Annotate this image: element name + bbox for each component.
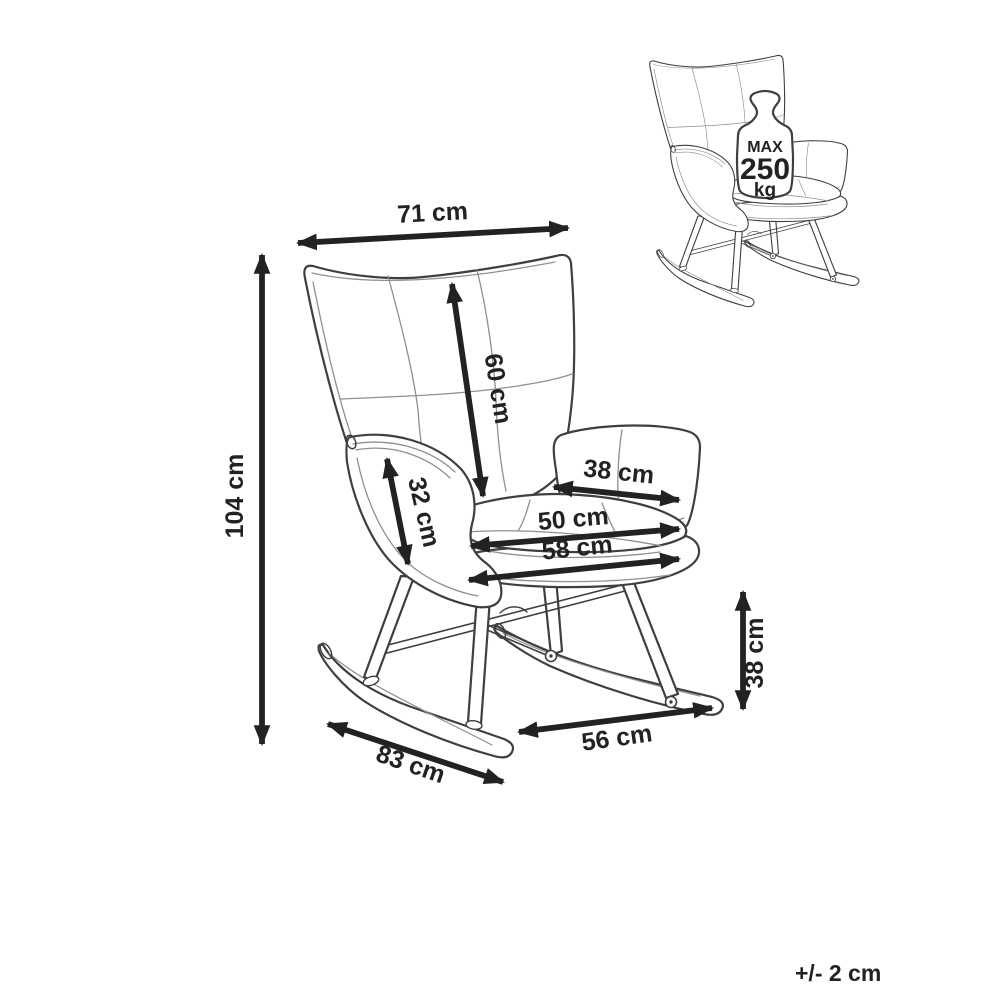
dim-rocker-length-label: 83 cm — [372, 739, 449, 790]
dim-seat-width-label: 50 cm — [536, 501, 610, 537]
max-load-line3: kg — [753, 180, 777, 201]
main-chair-drawing — [304, 255, 723, 757]
dim-backrest-height-label: 60 cm — [478, 351, 518, 426]
max-load-line1: MAX — [747, 139, 783, 156]
dim-rocker-front-span-label: 56 cm — [579, 719, 654, 757]
dim-side-panel-height-label: 32 cm — [402, 474, 446, 550]
dim-overall-width-arrow — [298, 228, 568, 243]
dim-overall-width-label: 71 cm — [396, 197, 469, 229]
max-load-line2: 250 — [739, 153, 791, 186]
tolerance-note: +/- 2 cm — [795, 960, 882, 986]
dim-armrest-width-label: 38 cm — [582, 454, 656, 490]
dim-seat-outer-width-label: 58 cm — [540, 530, 614, 566]
dim-seat-height-label: 38 cm — [741, 617, 769, 689]
dim-overall-height-label: 104 cm — [221, 453, 249, 539]
